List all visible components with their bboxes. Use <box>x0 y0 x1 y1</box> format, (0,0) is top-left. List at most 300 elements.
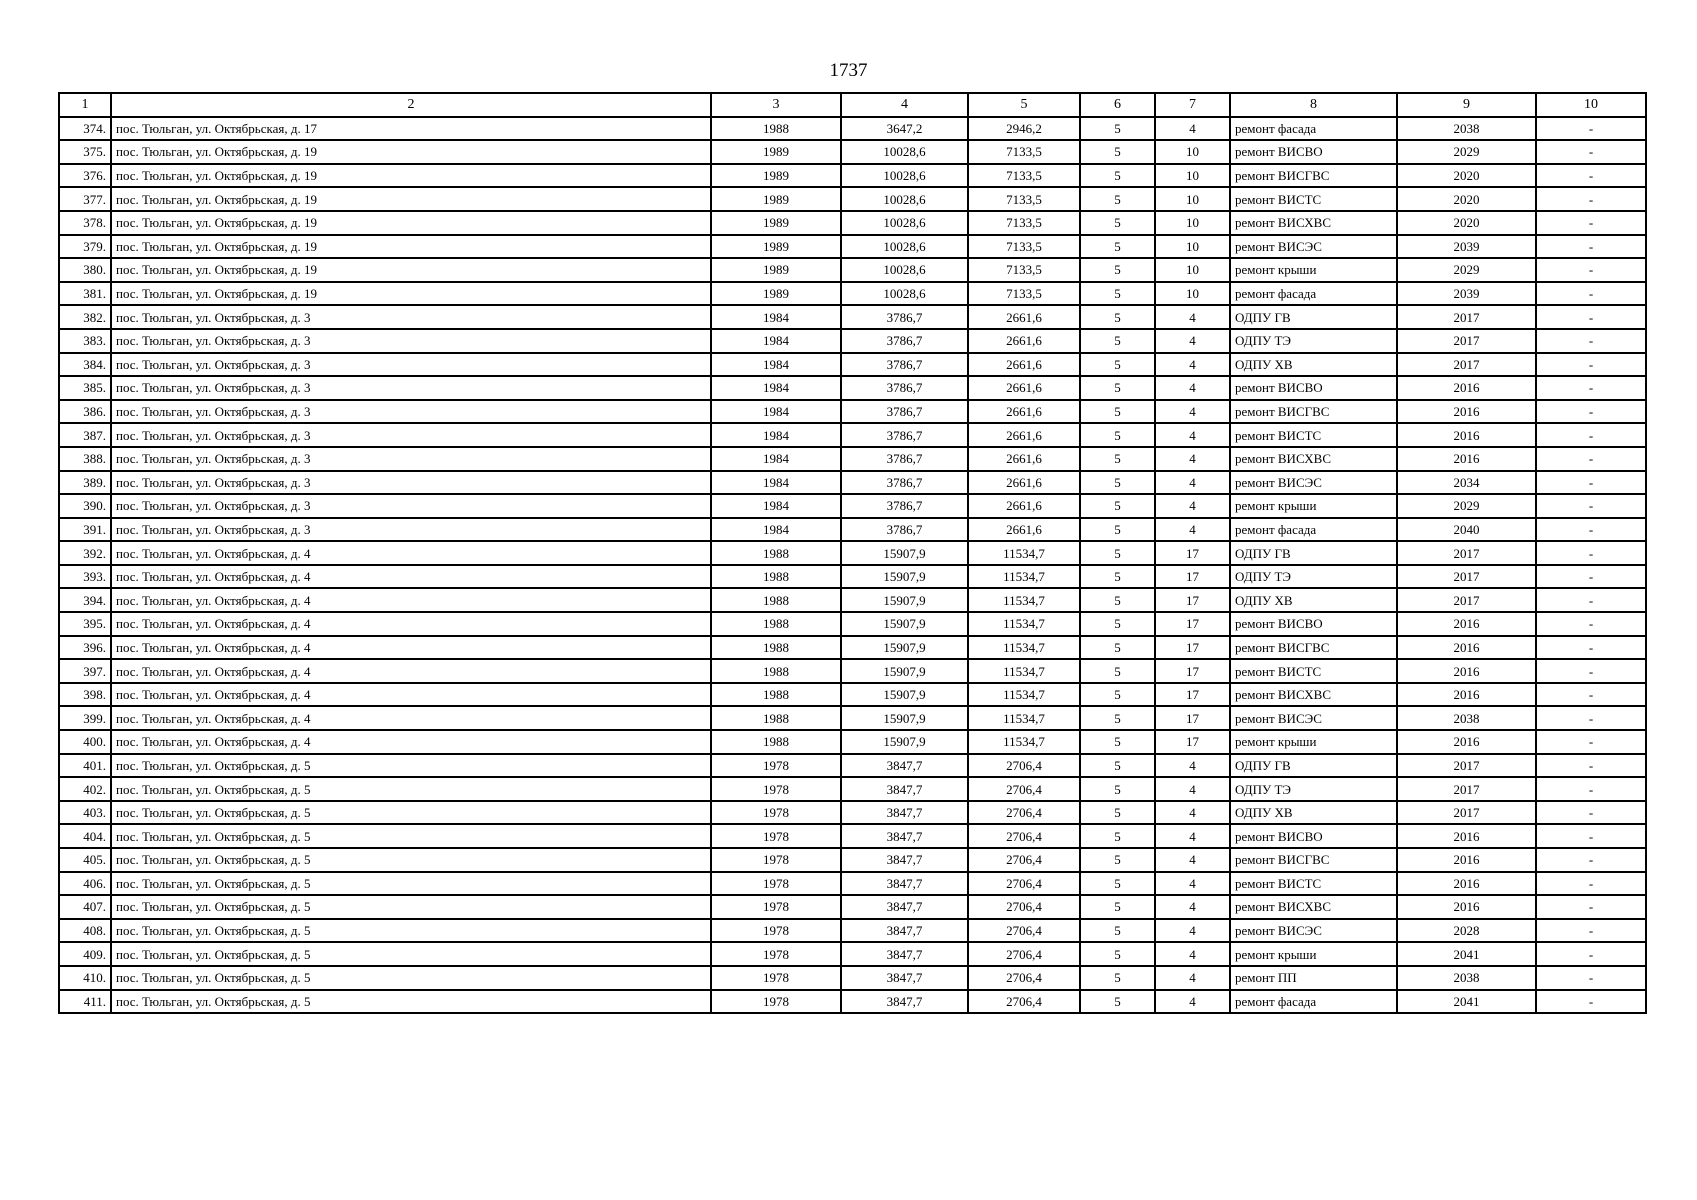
cell-work-type: ремонт ВИСТС <box>1230 872 1397 896</box>
cell-note: - <box>1536 117 1646 141</box>
cell-note: - <box>1536 471 1646 495</box>
cell-living-area: 2661,6 <box>968 518 1080 542</box>
cell-row-number: 399. <box>59 706 111 730</box>
cell-note: - <box>1536 164 1646 188</box>
cell-work-type: ремонт ВИСХВС <box>1230 683 1397 707</box>
cell-floors: 5 <box>1080 258 1155 282</box>
cell-planned-year: 2017 <box>1397 329 1536 353</box>
cell-entrances: 17 <box>1155 706 1230 730</box>
cell-planned-year: 2017 <box>1397 541 1536 565</box>
cell-entrances: 10 <box>1155 187 1230 211</box>
cell-planned-year: 2029 <box>1397 140 1536 164</box>
cell-build-year: 1984 <box>711 353 841 377</box>
cell-floors: 5 <box>1080 801 1155 825</box>
cell-living-area: 2661,6 <box>968 447 1080 471</box>
cell-note: - <box>1536 942 1646 966</box>
cell-planned-year: 2029 <box>1397 258 1536 282</box>
cell-build-year: 1978 <box>711 872 841 896</box>
cell-entrances: 4 <box>1155 518 1230 542</box>
cell-living-area: 2706,4 <box>968 895 1080 919</box>
header-row <box>59 93 1646 117</box>
cell-living-area: 2706,4 <box>968 919 1080 943</box>
cell-planned-year: 2017 <box>1397 754 1536 778</box>
cell-planned-year: 2041 <box>1397 942 1536 966</box>
column-header-7: 7 <box>1155 93 1230 117</box>
cell-address: пос. Тюльган, ул. Октябрьская, д. 19 <box>111 211 711 235</box>
cell-total-area: 3847,7 <box>841 824 968 848</box>
table-row <box>59 353 1646 377</box>
cell-work-type: ОДПУ ТЭ <box>1230 777 1397 801</box>
cell-floors: 5 <box>1080 211 1155 235</box>
cell-total-area: 3847,7 <box>841 754 968 778</box>
cell-living-area: 2661,6 <box>968 305 1080 329</box>
cell-work-type: ремонт ВИСЭС <box>1230 706 1397 730</box>
cell-entrances: 17 <box>1155 730 1230 754</box>
cell-build-year: 1989 <box>711 211 841 235</box>
cell-row-number: 388. <box>59 447 111 471</box>
cell-work-type: ремонт ВИСГВС <box>1230 400 1397 424</box>
cell-note: - <box>1536 754 1646 778</box>
cell-living-area: 2706,4 <box>968 754 1080 778</box>
cell-note: - <box>1536 848 1646 872</box>
cell-entrances: 10 <box>1155 235 1230 259</box>
cell-note: - <box>1536 706 1646 730</box>
cell-build-year: 1984 <box>711 494 841 518</box>
cell-living-area: 11534,7 <box>968 730 1080 754</box>
column-header-10: 10 <box>1536 93 1646 117</box>
cell-planned-year: 2040 <box>1397 518 1536 542</box>
cell-work-type: ремонт ВИСВО <box>1230 824 1397 848</box>
cell-address: пос. Тюльган, ул. Октябрьская, д. 3 <box>111 494 711 518</box>
cell-row-number: 400. <box>59 730 111 754</box>
cell-floors: 5 <box>1080 824 1155 848</box>
cell-total-area: 15907,9 <box>841 683 968 707</box>
cell-row-number: 375. <box>59 140 111 164</box>
cell-note: - <box>1536 990 1646 1014</box>
cell-row-number: 382. <box>59 305 111 329</box>
cell-address: пос. Тюльган, ул. Октябрьская, д. 19 <box>111 140 711 164</box>
cell-total-area: 3786,7 <box>841 353 968 377</box>
cell-floors: 5 <box>1080 423 1155 447</box>
cell-living-area: 7133,5 <box>968 140 1080 164</box>
cell-total-area: 15907,9 <box>841 612 968 636</box>
cell-entrances: 17 <box>1155 612 1230 636</box>
cell-living-area: 2661,6 <box>968 423 1080 447</box>
cell-build-year: 1984 <box>711 447 841 471</box>
cell-floors: 5 <box>1080 140 1155 164</box>
cell-work-type: ремонт крыши <box>1230 258 1397 282</box>
cell-address: пос. Тюльган, ул. Октябрьская, д. 4 <box>111 565 711 589</box>
cell-build-year: 1984 <box>711 400 841 424</box>
cell-address: пос. Тюльган, ул. Октябрьская, д. 5 <box>111 848 711 872</box>
cell-total-area: 3847,7 <box>841 942 968 966</box>
cell-floors: 5 <box>1080 541 1155 565</box>
cell-address: пос. Тюльган, ул. Октябрьская, д. 5 <box>111 990 711 1014</box>
cell-planned-year: 2016 <box>1397 683 1536 707</box>
cell-row-number: 397. <box>59 659 111 683</box>
cell-entrances: 17 <box>1155 683 1230 707</box>
cell-build-year: 1988 <box>711 565 841 589</box>
cell-entrances: 4 <box>1155 329 1230 353</box>
cell-note: - <box>1536 565 1646 589</box>
cell-work-type: ОДПУ ГВ <box>1230 305 1397 329</box>
cell-row-number: 404. <box>59 824 111 848</box>
cell-row-number: 389. <box>59 471 111 495</box>
cell-entrances: 17 <box>1155 659 1230 683</box>
cell-note: - <box>1536 872 1646 896</box>
cell-note: - <box>1536 541 1646 565</box>
cell-total-area: 3786,7 <box>841 329 968 353</box>
cell-entrances: 17 <box>1155 541 1230 565</box>
cell-note: - <box>1536 801 1646 825</box>
cell-entrances: 17 <box>1155 565 1230 589</box>
cell-planned-year: 2016 <box>1397 612 1536 636</box>
cell-build-year: 1978 <box>711 801 841 825</box>
column-header-8: 8 <box>1230 93 1397 117</box>
cell-build-year: 1989 <box>711 187 841 211</box>
cell-row-number: 410. <box>59 966 111 990</box>
cell-work-type: ОДПУ ТЭ <box>1230 565 1397 589</box>
table-header <box>59 93 1646 117</box>
cell-note: - <box>1536 919 1646 943</box>
cell-row-number: 377. <box>59 187 111 211</box>
cell-row-number: 384. <box>59 353 111 377</box>
cell-total-area: 3786,7 <box>841 494 968 518</box>
cell-note: - <box>1536 494 1646 518</box>
cell-entrances: 4 <box>1155 895 1230 919</box>
cell-entrances: 4 <box>1155 353 1230 377</box>
cell-build-year: 1978 <box>711 990 841 1014</box>
cell-work-type: ремонт ВИСТС <box>1230 423 1397 447</box>
cell-build-year: 1978 <box>711 919 841 943</box>
cell-entrances: 10 <box>1155 164 1230 188</box>
cell-planned-year: 2016 <box>1397 447 1536 471</box>
cell-work-type: ОДПУ ХВ <box>1230 353 1397 377</box>
table-row <box>59 848 1646 872</box>
cell-total-area: 3847,7 <box>841 848 968 872</box>
cell-address: пос. Тюльган, ул. Октябрьская, д. 19 <box>111 164 711 188</box>
cell-row-number: 391. <box>59 518 111 542</box>
cell-entrances: 10 <box>1155 282 1230 306</box>
table-row <box>59 942 1646 966</box>
cell-address: пос. Тюльган, ул. Октябрьская, д. 3 <box>111 518 711 542</box>
cell-floors: 5 <box>1080 376 1155 400</box>
cell-work-type: ремонт ВИСВО <box>1230 376 1397 400</box>
cell-living-area: 2946,2 <box>968 117 1080 141</box>
table-row <box>59 187 1646 211</box>
cell-work-type: ремонт ВИСХВС <box>1230 211 1397 235</box>
cell-entrances: 4 <box>1155 919 1230 943</box>
table-row <box>59 990 1646 1014</box>
cell-planned-year: 2020 <box>1397 187 1536 211</box>
table-row <box>59 447 1646 471</box>
cell-living-area: 2661,6 <box>968 494 1080 518</box>
cell-total-area: 3786,7 <box>841 518 968 542</box>
cell-work-type: ремонт ВИСГВС <box>1230 636 1397 660</box>
cell-note: - <box>1536 211 1646 235</box>
cell-floors: 5 <box>1080 235 1155 259</box>
cell-build-year: 1988 <box>711 636 841 660</box>
cell-living-area: 2706,4 <box>968 990 1080 1014</box>
table-row <box>59 588 1646 612</box>
table-row <box>59 140 1646 164</box>
table-row <box>59 730 1646 754</box>
cell-build-year: 1984 <box>711 329 841 353</box>
cell-total-area: 15907,9 <box>841 636 968 660</box>
cell-note: - <box>1536 187 1646 211</box>
cell-row-number: 394. <box>59 588 111 612</box>
cell-work-type: ремонт ВИСГВС <box>1230 848 1397 872</box>
cell-total-area: 3847,7 <box>841 801 968 825</box>
cell-address: пос. Тюльган, ул. Октябрьская, д. 5 <box>111 754 711 778</box>
cell-floors: 5 <box>1080 164 1155 188</box>
cell-work-type: ремонт ВИСХВС <box>1230 895 1397 919</box>
cell-row-number: 380. <box>59 258 111 282</box>
cell-living-area: 2706,4 <box>968 966 1080 990</box>
table-row <box>59 754 1646 778</box>
cell-planned-year: 2016 <box>1397 872 1536 896</box>
table-row <box>59 612 1646 636</box>
cell-living-area: 2661,6 <box>968 471 1080 495</box>
cell-work-type: ремонт ВИСТС <box>1230 187 1397 211</box>
table-row <box>59 258 1646 282</box>
cell-work-type: ОДПУ ХВ <box>1230 588 1397 612</box>
cell-row-number: 393. <box>59 565 111 589</box>
cell-total-area: 15907,9 <box>841 541 968 565</box>
cell-note: - <box>1536 400 1646 424</box>
cell-build-year: 1988 <box>711 117 841 141</box>
table-row <box>59 777 1646 801</box>
cell-living-area: 2706,4 <box>968 848 1080 872</box>
column-header-5: 5 <box>968 93 1080 117</box>
cell-planned-year: 2038 <box>1397 966 1536 990</box>
cell-work-type: ремонт ВИСЭС <box>1230 471 1397 495</box>
table-row <box>59 872 1646 896</box>
cell-row-number: 406. <box>59 872 111 896</box>
cell-floors: 5 <box>1080 565 1155 589</box>
cell-address: пос. Тюльган, ул. Октябрьская, д. 3 <box>111 305 711 329</box>
cell-entrances: 4 <box>1155 990 1230 1014</box>
cell-note: - <box>1536 305 1646 329</box>
table-body <box>59 117 1646 1014</box>
cell-living-area: 7133,5 <box>968 235 1080 259</box>
cell-row-number: 402. <box>59 777 111 801</box>
cell-living-area: 11534,7 <box>968 565 1080 589</box>
cell-living-area: 7133,5 <box>968 164 1080 188</box>
cell-address: пос. Тюльган, ул. Октябрьская, д. 3 <box>111 447 711 471</box>
table-row <box>59 423 1646 447</box>
cell-entrances: 4 <box>1155 848 1230 872</box>
cell-living-area: 2661,6 <box>968 376 1080 400</box>
cell-floors: 5 <box>1080 353 1155 377</box>
cell-planned-year: 2038 <box>1397 117 1536 141</box>
cell-floors: 5 <box>1080 990 1155 1014</box>
cell-address: пос. Тюльган, ул. Октябрьская, д. 5 <box>111 801 711 825</box>
table-row <box>59 235 1646 259</box>
cell-planned-year: 2028 <box>1397 919 1536 943</box>
cell-work-type: ОДПУ ГВ <box>1230 541 1397 565</box>
cell-row-number: 392. <box>59 541 111 565</box>
cell-floors: 5 <box>1080 117 1155 141</box>
cell-total-area: 3847,7 <box>841 895 968 919</box>
cell-living-area: 7133,5 <box>968 187 1080 211</box>
cell-build-year: 1978 <box>711 777 841 801</box>
cell-note: - <box>1536 659 1646 683</box>
cell-row-number: 409. <box>59 942 111 966</box>
cell-build-year: 1988 <box>711 588 841 612</box>
cell-note: - <box>1536 636 1646 660</box>
cell-total-area: 3847,7 <box>841 990 968 1014</box>
cell-address: пос. Тюльган, ул. Октябрьская, д. 4 <box>111 636 711 660</box>
cell-planned-year: 2016 <box>1397 824 1536 848</box>
table-row <box>59 636 1646 660</box>
cell-floors: 5 <box>1080 494 1155 518</box>
cell-address: пос. Тюльган, ул. Октябрьская, д. 5 <box>111 966 711 990</box>
table-row <box>59 895 1646 919</box>
cell-total-area: 3786,7 <box>841 376 968 400</box>
cell-total-area: 3786,7 <box>841 471 968 495</box>
cell-build-year: 1984 <box>711 423 841 447</box>
cell-planned-year: 2016 <box>1397 376 1536 400</box>
cell-planned-year: 2017 <box>1397 305 1536 329</box>
cell-work-type: ремонт ПП <box>1230 966 1397 990</box>
cell-note: - <box>1536 376 1646 400</box>
table-row <box>59 541 1646 565</box>
cell-planned-year: 2016 <box>1397 730 1536 754</box>
cell-floors: 5 <box>1080 329 1155 353</box>
cell-address: пос. Тюльган, ул. Октябрьская, д. 3 <box>111 471 711 495</box>
cell-address: пос. Тюльган, ул. Октябрьская, д. 19 <box>111 258 711 282</box>
cell-build-year: 1989 <box>711 164 841 188</box>
cell-address: пос. Тюльган, ул. Октябрьская, д. 4 <box>111 730 711 754</box>
cell-note: - <box>1536 730 1646 754</box>
cell-entrances: 10 <box>1155 258 1230 282</box>
cell-row-number: 383. <box>59 329 111 353</box>
cell-row-number: 387. <box>59 423 111 447</box>
cell-planned-year: 2016 <box>1397 659 1536 683</box>
cell-row-number: 381. <box>59 282 111 306</box>
cell-entrances: 4 <box>1155 872 1230 896</box>
cell-planned-year: 2016 <box>1397 895 1536 919</box>
cell-floors: 5 <box>1080 636 1155 660</box>
cell-entrances: 4 <box>1155 447 1230 471</box>
cell-total-area: 10028,6 <box>841 258 968 282</box>
cell-total-area: 3647,2 <box>841 117 968 141</box>
cell-address: пос. Тюльган, ул. Октябрьская, д. 5 <box>111 777 711 801</box>
cell-total-area: 3786,7 <box>841 305 968 329</box>
table-row <box>59 211 1646 235</box>
cell-note: - <box>1536 612 1646 636</box>
cell-address: пос. Тюльган, ул. Октябрьская, д. 4 <box>111 683 711 707</box>
cell-note: - <box>1536 282 1646 306</box>
table-row <box>59 801 1646 825</box>
cell-total-area: 10028,6 <box>841 235 968 259</box>
cell-floors: 5 <box>1080 612 1155 636</box>
cell-work-type: ОДПУ ГВ <box>1230 754 1397 778</box>
cell-entrances: 10 <box>1155 211 1230 235</box>
cell-total-area: 15907,9 <box>841 565 968 589</box>
cell-planned-year: 2017 <box>1397 588 1536 612</box>
cell-floors: 5 <box>1080 895 1155 919</box>
cell-build-year: 1989 <box>711 258 841 282</box>
column-header-2: 2 <box>111 93 711 117</box>
cell-total-area: 3847,7 <box>841 872 968 896</box>
cell-living-area: 7133,5 <box>968 211 1080 235</box>
cell-address: пос. Тюльган, ул. Октябрьская, д. 3 <box>111 376 711 400</box>
table-row <box>59 518 1646 542</box>
cell-total-area: 3847,7 <box>841 919 968 943</box>
cell-build-year: 1988 <box>711 659 841 683</box>
cell-work-type: ремонт фасада <box>1230 990 1397 1014</box>
cell-living-area: 11534,7 <box>968 636 1080 660</box>
cell-floors: 5 <box>1080 588 1155 612</box>
cell-build-year: 1984 <box>711 518 841 542</box>
cell-row-number: 374. <box>59 117 111 141</box>
cell-total-area: 3786,7 <box>841 400 968 424</box>
cell-total-area: 10028,6 <box>841 282 968 306</box>
cell-note: - <box>1536 140 1646 164</box>
cell-planned-year: 2020 <box>1397 164 1536 188</box>
cell-living-area: 2706,4 <box>968 777 1080 801</box>
column-header-4: 4 <box>841 93 968 117</box>
cell-living-area: 11534,7 <box>968 612 1080 636</box>
cell-note: - <box>1536 353 1646 377</box>
cell-living-area: 11534,7 <box>968 683 1080 707</box>
column-header-1: 1 <box>59 93 111 117</box>
cell-total-area: 10028,6 <box>841 211 968 235</box>
cell-work-type: ремонт крыши <box>1230 730 1397 754</box>
cell-planned-year: 2017 <box>1397 565 1536 589</box>
cell-note: - <box>1536 777 1646 801</box>
cell-total-area: 10028,6 <box>841 187 968 211</box>
cell-entrances: 4 <box>1155 966 1230 990</box>
cell-address: пос. Тюльган, ул. Октябрьская, д. 4 <box>111 541 711 565</box>
cell-build-year: 1984 <box>711 471 841 495</box>
page-number: 1737 <box>829 60 868 81</box>
cell-floors: 5 <box>1080 777 1155 801</box>
cell-floors: 5 <box>1080 706 1155 730</box>
cell-total-area: 3786,7 <box>841 447 968 471</box>
cell-floors: 5 <box>1080 919 1155 943</box>
cell-living-area: 2661,6 <box>968 353 1080 377</box>
cell-note: - <box>1536 447 1646 471</box>
cell-entrances: 4 <box>1155 754 1230 778</box>
cell-work-type: ремонт ВИСТС <box>1230 659 1397 683</box>
cell-row-number: 396. <box>59 636 111 660</box>
cell-row-number: 398. <box>59 683 111 707</box>
cell-planned-year: 2020 <box>1397 211 1536 235</box>
cell-entrances: 4 <box>1155 376 1230 400</box>
table-row <box>59 305 1646 329</box>
cell-note: - <box>1536 824 1646 848</box>
cell-build-year: 1978 <box>711 754 841 778</box>
cell-living-area: 7133,5 <box>968 282 1080 306</box>
cell-total-area: 15907,9 <box>841 659 968 683</box>
cell-total-area: 3847,7 <box>841 966 968 990</box>
cell-planned-year: 2039 <box>1397 282 1536 306</box>
cell-note: - <box>1536 518 1646 542</box>
cell-floors: 5 <box>1080 966 1155 990</box>
cell-living-area: 11534,7 <box>968 659 1080 683</box>
cell-address: пос. Тюльган, ул. Октябрьская, д. 5 <box>111 824 711 848</box>
cell-planned-year: 2039 <box>1397 235 1536 259</box>
cell-work-type: ремонт ВИСГВС <box>1230 164 1397 188</box>
cell-entrances: 4 <box>1155 942 1230 966</box>
cell-work-type: ремонт ВИСВО <box>1230 612 1397 636</box>
cell-work-type: ремонт крыши <box>1230 494 1397 518</box>
column-header-3: 3 <box>711 93 841 117</box>
cell-address: пос. Тюльган, ул. Октябрьская, д. 3 <box>111 353 711 377</box>
